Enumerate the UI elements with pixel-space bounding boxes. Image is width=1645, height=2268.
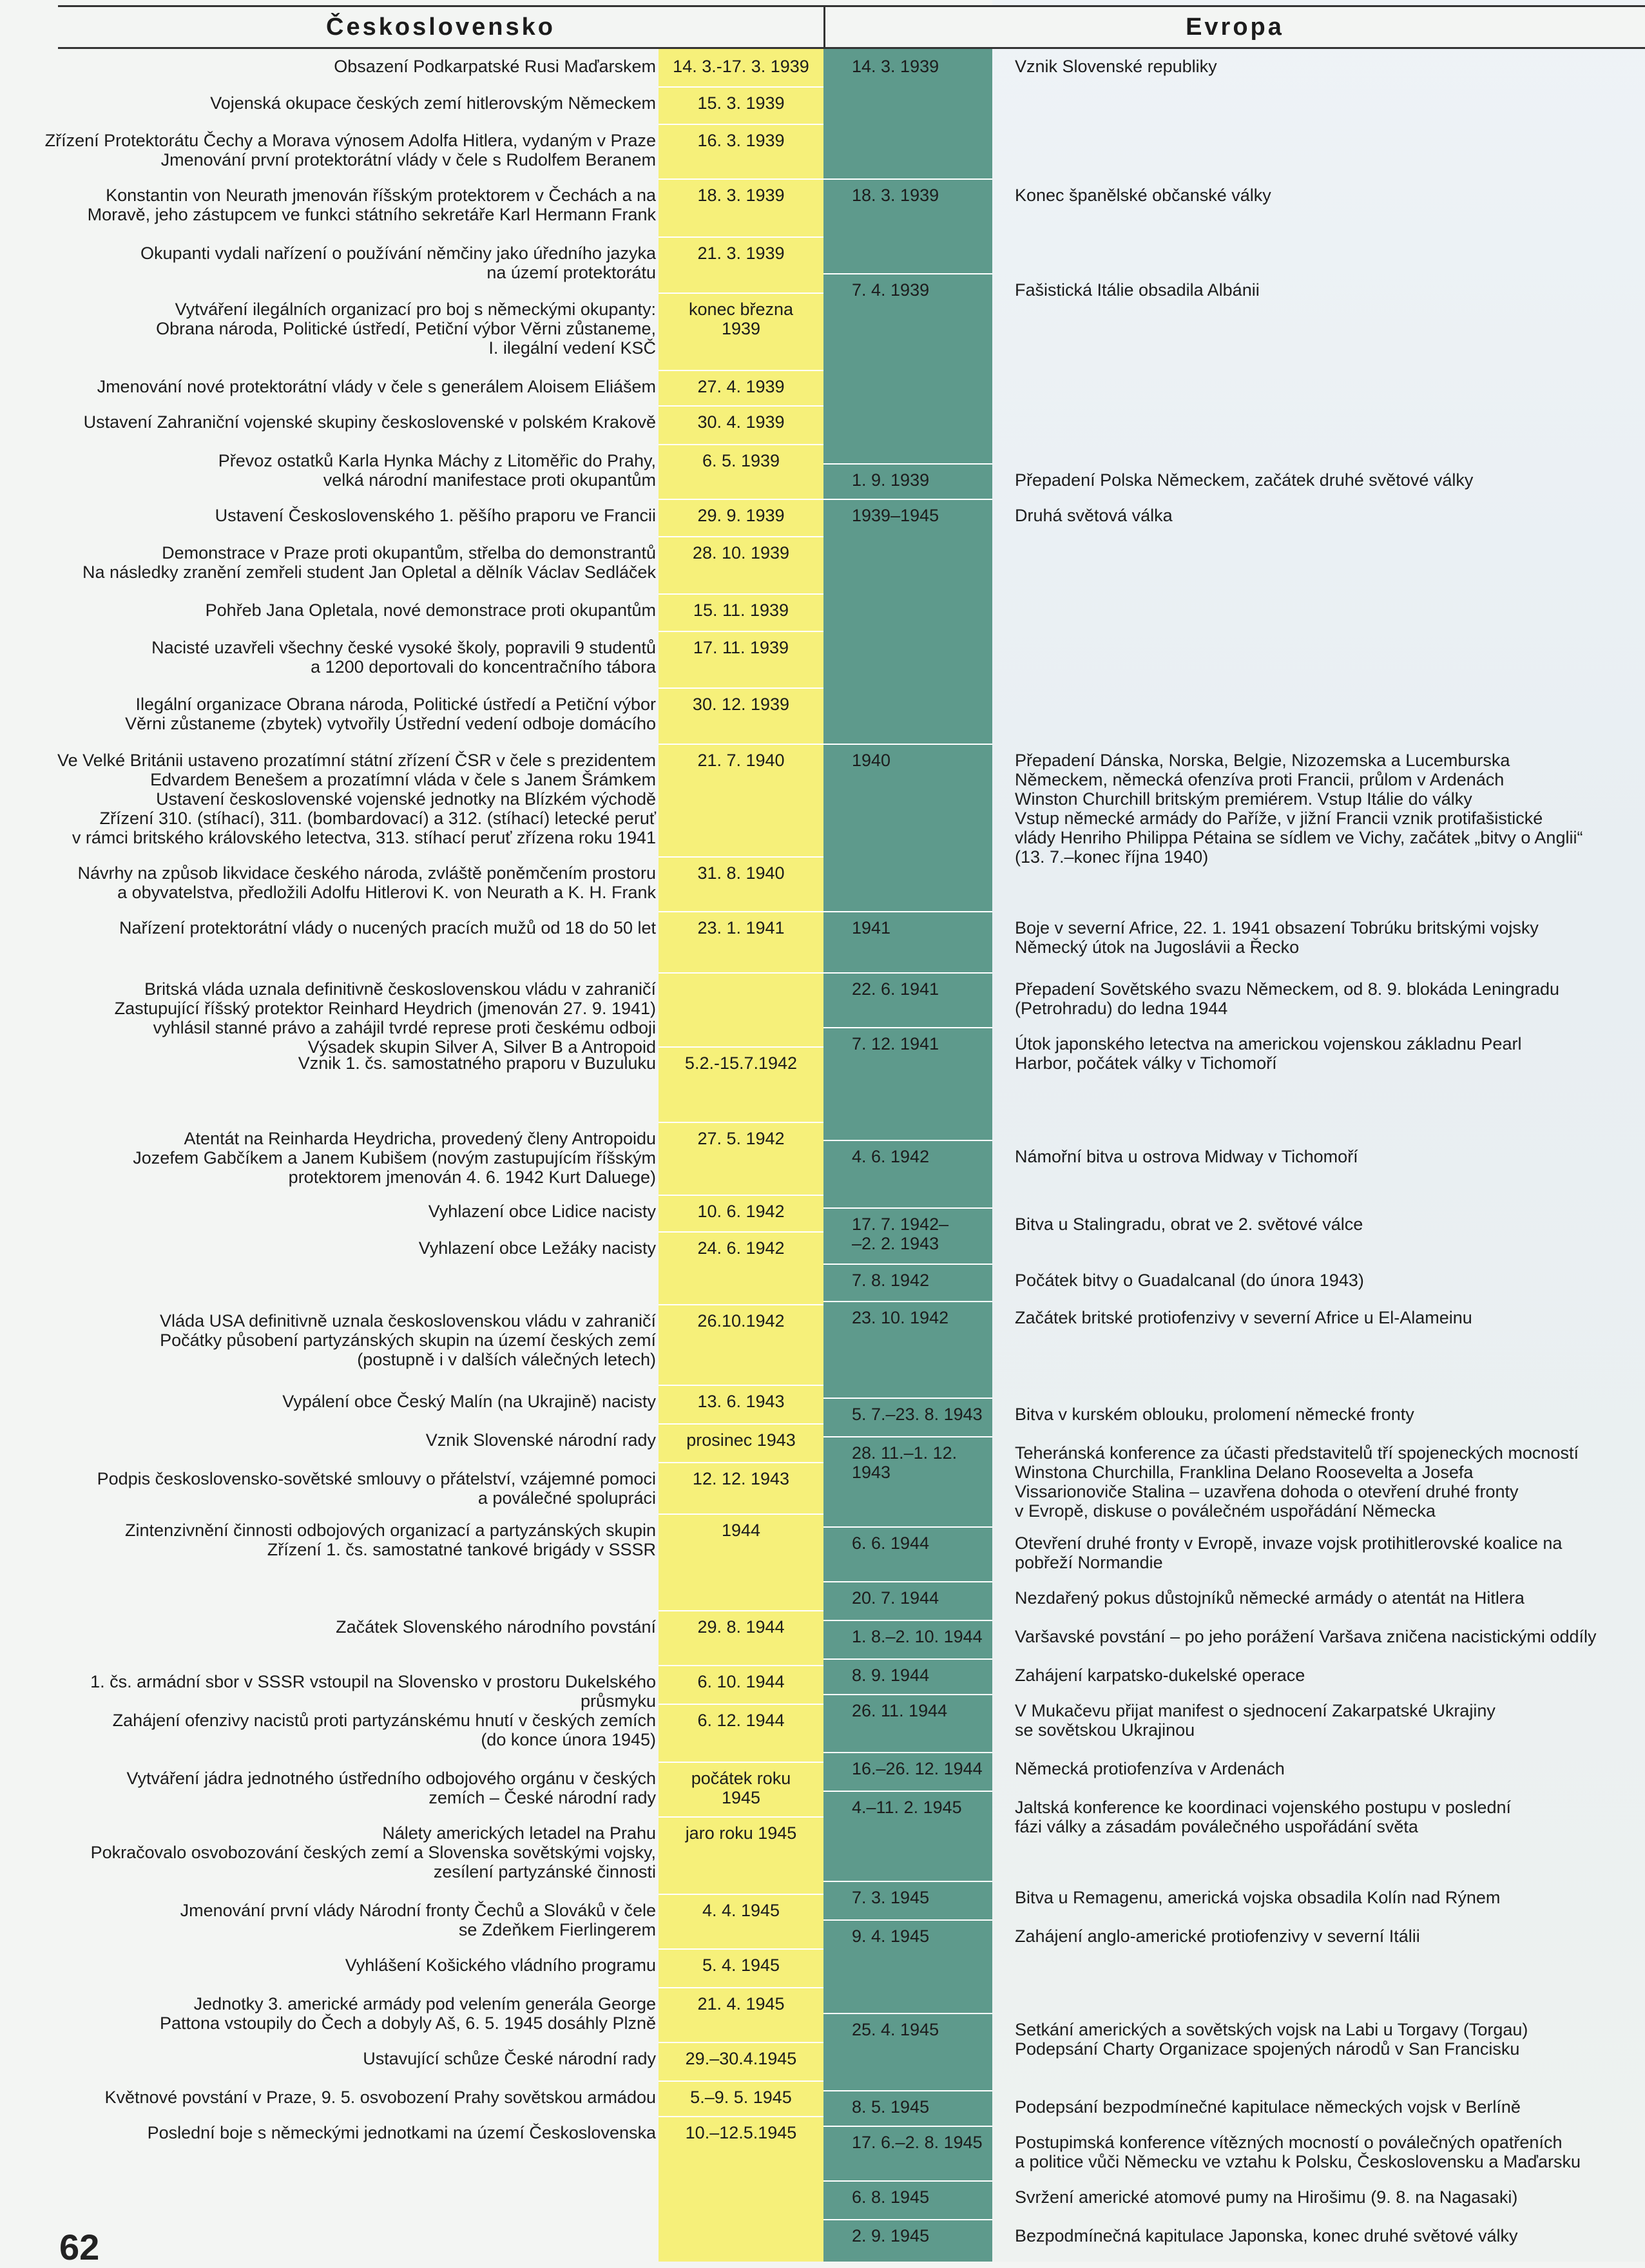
header-europe: Evropa: [1186, 14, 1284, 41]
cs-event-text: Atentát na Reinharda Heydricha, provedený členy Antropoidu Jozefem Gabčíkem a Janem Kubišem (novým zastupujícím říšským protektorem jmenován 4. 6. 1942 Kurt Daluege): [133, 1129, 656, 1187]
eu-event-text: Fašistická Itálie obsadila Albánii: [1015, 280, 1260, 300]
eu-event-date: 1. 8.–2. 10. 1944: [852, 1627, 983, 1646]
cs-event-text: 1. čs. armádní sbor v SSSR vstoupil na Slovensko v prostoru Dukelského průsmyku: [90, 1672, 656, 1711]
page-number: 62: [59, 2227, 100, 2267]
cs-event-text: Ilegální organizace Obrana národa, Politické ústředí a Petiční výbor Věrni zůstaneme (zbytek) vytvořily Ústřední vedení odboje domácího: [125, 695, 656, 733]
eu-event-date: 8. 9. 1944: [852, 1666, 930, 1685]
cs-event-text: Jmenování první vlády Národní fronty Čechů a Slováků v čele se Zdeňkem Fierlingerem: [180, 1901, 656, 1939]
cs-event-text: Vláda USA definitivně uznala československou vládu v zahraničí Počátky působení partyzánských skupin na území českých zemí (postupně i v dalších válečných letech): [160, 1311, 656, 1369]
cs-event-text: Vojenská okupace českých zemí hitlerovským Německem: [210, 93, 656, 113]
cs-event-text: Vznik Slovenské národní rady: [425, 1430, 656, 1450]
eu-event-date: 16.–26. 12. 1944: [852, 1759, 983, 1778]
eu-event-text: Námořní bitva u ostrova Midway v Tichomoří: [1015, 1147, 1358, 1166]
eu-event-date: 7. 8. 1942: [852, 1271, 930, 1290]
eu-event-text: Zahájení anglo-americké protiofenzivy v severní Itálii: [1015, 1927, 1420, 1946]
eu-event-text: Bitva v kurském oblouku, prolomení německé fronty: [1015, 1405, 1414, 1424]
eu-event-text: Otevření druhé fronty v Evropě, invaze vojsk protihitlerovské koalice na pobřeží Normandie: [1015, 1533, 1563, 1572]
cs-event-text: Zřízení Protektorátu Čechy a Morava výnosem Adolfa Hitlera, vydaným v Praze Jmenování první protektorátní vlády v čele s Rudolfem Beranem: [44, 131, 656, 169]
cs-event-text: Okupanti vydali nařízení o používání němčiny jako úředního jazyka na území protektorátu: [140, 244, 656, 282]
eu-event-text: V Mukačevu přijat manifest o sjednocení Zakarpatské Ukrajiny se sovětskou Ukrajinou: [1015, 1701, 1496, 1740]
cs-event-date: 5.2.-15.7.1942: [684, 1053, 798, 1073]
eu-event-date: 23. 10. 1942: [852, 1308, 949, 1327]
cs-event-date: 21. 3. 1939: [697, 244, 785, 263]
eu-event-date: 9. 4. 1945: [852, 1927, 930, 1946]
eu-event-text: Německá protiofenzíva v Ardenách: [1015, 1759, 1285, 1778]
cs-event-date: 5. 4. 1945: [702, 1956, 780, 1975]
cs-event-text: Jednotky 3. americké armády pod velením generála George Pattona vstoupily do Čech a dobyly Aš, 6. 5. 1945 dosáhly Plzně: [160, 1994, 656, 2033]
eu-event-date: 22. 6. 1941: [852, 979, 939, 999]
cs-event-date: 31. 8. 1940: [697, 863, 785, 883]
cs-event-text: Jmenování nové protektorátní vlády v čele s generálem Aloisem Eliášem: [97, 377, 656, 396]
cs-event-text: Ustavení Zahraniční vojenské skupiny československé v polském Krakově: [83, 412, 656, 432]
eu-event-date: 7. 4. 1939: [852, 280, 930, 300]
cs-event-date: 26.10.1942: [697, 1311, 785, 1331]
cs-event-date: 6. 12. 1944: [697, 1711, 785, 1730]
cs-event-text: Zahájení ofenzivy nacistů proti partyzánskému hnutí v českých zemích (do konce února 1945): [112, 1711, 656, 1749]
cs-event-date: 10. 6. 1942: [697, 1202, 785, 1221]
eu-event-text: Varšavské povstání – po jeho porážení Varšava zničena nacistickými oddíly: [1015, 1627, 1597, 1646]
cs-event-text: Květnové povstání v Praze, 9. 5. osvobození Prahy sovětskou armádou: [104, 2088, 656, 2107]
eu-event-text: Přepadení Sovětského svazu Německem, od 8. 9. blokáda Leningradu (Petrohradu) do ledna 1944: [1015, 979, 1560, 1018]
cs-event-text: Pohřeb Jana Opletala, nové demonstrace proti okupantům: [205, 601, 656, 620]
eu-event-date: 20. 7. 1944: [852, 1588, 939, 1608]
cs-event-date: 30. 4. 1939: [697, 412, 785, 432]
cs-event-date: 27. 4. 1939: [697, 377, 785, 396]
eu-event-text: Zahájení karpatsko-dukelské operace: [1015, 1666, 1305, 1685]
eu-event-date: 14. 3. 1939: [852, 57, 939, 76]
eu-event-date: 6. 8. 1945: [852, 2187, 930, 2207]
cs-event-text: Ustavení Československého 1. pěšího praporu ve Francii: [215, 506, 656, 525]
cs-event-text: Ve Velké Británii ustaveno prozatímní státní zřízení ČSR v čele s prezidentem Edvardem Benešem a prozatímní vláda v čele s Janem Šrámkem Ustavení československé vojenské jednotky na Blízkém východě Zřízení 310. (stíhací), 311. (bombardovací) a 312. (stíhací) letecké peruť v rámci britského královského letectva, 313. stíhací peruť zřízena roku 1941: [57, 751, 656, 847]
eu-event-date: 28. 11.–1. 12. 1943: [852, 1443, 957, 1482]
cs-event-date: 6. 5. 1939: [702, 451, 780, 470]
eu-event-date: 25. 4. 1945: [852, 2020, 939, 2039]
eu-event-date: 7. 3. 1945: [852, 1888, 930, 1907]
eu-event-text: Jaltská konference ke koordinaci vojenského postupu v poslední fázi války a zásadám poválečného uspořádání světa: [1015, 1798, 1511, 1836]
eu-event-text: Svržení americké atomové pumy na Hirošimu (9. 8. na Nagasaki): [1015, 2187, 1518, 2207]
cs-event-text: Britská vláda uznala definitivně československou vládu v zahraničí Zastupující říšský protektor Reinhard Heydrich (jmenován 27. 9. 1941) vyhlásil stanné právo a zahájil tvrdé represe proti českému odboji Výsadek skupin Silver A, Silver B a Antropoid: [114, 979, 656, 1057]
cs-event-text: Zintenzivnění činnosti odbojových organizací a partyzánských skupin Zřízení 1. čs. samostatné tankové brigády v SSSR: [125, 1521, 656, 1559]
cs-event-text: Vznik 1. čs. samostatného praporu v Buzuluku: [298, 1053, 656, 1073]
cs-event-date: 29. 8. 1944: [697, 1617, 785, 1637]
cs-event-date: 12. 12. 1943: [692, 1469, 790, 1488]
cs-event-text: Začátek Slovenského národního povstání: [336, 1617, 656, 1637]
eu-event-text: Nezdařený pokus důstojníků německé armády o atentát na Hitlera: [1015, 1588, 1525, 1608]
cs-event-text: Vyhlášení Košického vládního programu: [345, 1956, 656, 1975]
eu-event-text: Postupimská konference vítězných mocností o poválečných opatřeních a politice vůči Německu ve vztahu k Polsku, Československu a Maďarsku: [1015, 2133, 1581, 2171]
cs-event-date: 29.–30.4.1945: [685, 2049, 797, 2068]
eu-event-date: 18. 3. 1939: [852, 186, 939, 205]
eu-event-date: 1940: [852, 751, 891, 770]
cs-event-text: Demonstrace v Praze proti okupantům, střelba do demonstrantů Na následky zranění zemřeli student Jan Opletal a dělník Václav Sedláček: [82, 543, 656, 582]
eu-event-date: 1941: [852, 918, 891, 937]
eu-event-date: 2. 9. 1945: [852, 2226, 930, 2245]
cs-event-date: 15. 3. 1939: [697, 93, 785, 113]
eu-event-date: 1. 9. 1939: [852, 470, 930, 490]
eu-event-text: Přepadení Dánska, Norska, Belgie, Nizozemska a Lucemburska Německem, německá ofenzíva proti Francii, průlom v Ardenách Winston Churchill britským premiérem. Vstup Itálie do války Vstup německé armády do Paříže, v jižní Francii vznik protifašistické vlády Henriho Philippa Pétaina se sídlem ve Vichy, začátek „bitvy o Anglii“ (13. 7.–konec října 1940): [1015, 751, 1583, 867]
cs-event-date: konec března 1939: [688, 300, 794, 338]
cs-event-date: 30. 12. 1939: [692, 695, 790, 714]
cs-event-text: Podpis československo-sovětské smlouvy o přátelství, vzájemné pomoci a poválečné spolupráci: [97, 1469, 656, 1508]
cs-event-date: počátek roku 1945: [691, 1769, 791, 1807]
cs-event-text: Vyhlazení obce Lidice nacisty: [428, 1202, 656, 1221]
eu-event-text: Přepadení Polska Německem, začátek druhé světové války: [1015, 470, 1474, 490]
eu-event-date: 5. 7.–23. 8. 1943: [852, 1405, 983, 1424]
eu-event-text: Počátek bitvy o Guadalcanal (do února 1943): [1015, 1271, 1364, 1290]
eu-event-text: Boje v severní Africe, 22. 1. 1941 obsazení Tobrúku britskými vojsky Německý útok na Jugoslávii a Řecko: [1015, 918, 1539, 957]
cs-event-text: Převoz ostatků Karla Hynka Máchy z Litoměřic do Prahy, velká národní manifestace proti okupantům: [218, 451, 656, 490]
eu-event-text: Teheránská konference za účasti představitelů tří spojeneckých mocností Winstona Churchilla, Franklina Delano Roosevelta a Josefa Vissarionoviče Stalina – uzavřena dohoda o otevření druhé fronty v Evropě, diskuse o poválečném uspořádání Německa: [1015, 1443, 1579, 1521]
eu-event-text: Bitva u Remagenu, americká vojska obsadila Kolín nad Rýnem: [1015, 1888, 1501, 1907]
eu-event-date: 6. 6. 1944: [852, 1533, 930, 1553]
cs-event-date: 24. 6. 1942: [697, 1238, 785, 1258]
cs-event-text: Vytváření jádra jednotného ústředního odbojového orgánu v českých zemích – České národní rady: [126, 1769, 656, 1807]
cs-event-text: Konstantin von Neurath jmenován říšským protektorem v Čechách a na Moravě, jeho zástupcem ve funkci státního sekretáře Karl Hermann Frank: [87, 186, 656, 224]
eu-event-text: Útok japonského letectva na americkou vojenskou základnu Pearl Harbor, počátek války v Tichomoří: [1015, 1034, 1522, 1073]
cs-event-date: jaro roku 1945: [685, 1823, 797, 1843]
eu-event-date: 4.–11. 2. 1945: [852, 1798, 962, 1817]
cs-event-text: Ustavující schůze České národní rady: [363, 2049, 656, 2068]
eu-event-text: Druhá světová válka: [1015, 506, 1173, 525]
cs-event-date: 5.–9. 5. 1945: [690, 2088, 792, 2107]
cs-event-text: Vytváření ilegálních organizací pro boj s německými okupanty: Obrana národa, Politické ústředí, Petiční výbor Věrni zůstaneme, I. ilegální vedení KSČ: [156, 300, 656, 358]
cs-event-date: 17. 11. 1939: [693, 638, 789, 657]
eu-event-text: Bezpodmínečná kapitulace Japonska, konec druhé světové války: [1015, 2226, 1518, 2245]
cs-event-date: 15. 11. 1939: [693, 601, 789, 620]
cs-event-date: 18. 3. 1939: [697, 186, 785, 205]
cs-event-text: Nacisté uzavřeli všechny české vysoké školy, popravili 9 studentů a 1200 deportovali do koncentračního tábora: [151, 638, 656, 677]
eu-event-date: 8. 5. 1945: [852, 2097, 930, 2117]
cs-event-date: 23. 1. 1941: [697, 918, 785, 937]
cs-event-date: 14. 3.-17. 3. 1939: [673, 57, 809, 76]
eu-event-text: Setkání amerických a sovětských vojsk na Labi u Torgavy (Torgau) Podepsání Charty Organizace spojených národů v San Francisku: [1015, 2020, 1528, 2059]
cs-event-text: Návrhy na způsob likvidace českého národa, zvláště poněmčením prostoru a obyvatelstva, předložili Adolfu Hitlerovi K. von Neurath a K. H. Frank: [77, 863, 656, 902]
eu-event-text: Začátek britské protiofenzivy v severní Africe u El-Alameinu: [1015, 1308, 1472, 1327]
cs-event-date: 13. 6. 1943: [697, 1392, 785, 1411]
cs-event-date: 21. 7. 1940: [697, 751, 785, 770]
cs-event-text: Poslední boje s německými jednotkami na území Československa: [147, 2123, 656, 2142]
header-czechoslovakia: Československo: [326, 14, 555, 41]
cs-event-text: Vypálení obce Český Malín (na Ukrajině) nacisty: [282, 1392, 656, 1411]
eu-event-date: 17. 7. 1942– –2. 2. 1943: [852, 1215, 949, 1253]
eu-event-text: Konec španělské občanské války: [1015, 186, 1271, 205]
eu-event-date: 1939–1945: [852, 506, 939, 525]
cs-event-date: 29. 9. 1939: [697, 506, 785, 525]
cs-event-date: 21. 4. 1945: [697, 1994, 785, 2013]
cs-event-date: prosinec 1943: [686, 1430, 796, 1450]
eu-event-date: 17. 6.–2. 8. 1945: [852, 2133, 983, 2152]
cs-event-text: Nařízení protektorátní vlády o nucených pracích mužů od 18 do 50 let: [119, 918, 656, 937]
cs-event-text: Obsazení Podkarpatské Rusi Maďarskem: [334, 57, 656, 76]
cs-event-date: 4. 4. 1945: [702, 1901, 780, 1920]
cs-event-date: 27. 5. 1942: [697, 1129, 785, 1148]
eu-event-text: Bitva u Stalingradu, obrat ve 2. světové válce: [1015, 1215, 1363, 1234]
eu-event-date: 26. 11. 1944: [852, 1701, 948, 1720]
cs-event-date: 16. 3. 1939: [697, 131, 785, 150]
eu-event-text: Podepsání bezpodmínečné kapitulace německých vojsk v Berlíně: [1015, 2097, 1521, 2117]
cs-event-date: 28. 10. 1939: [692, 543, 790, 562]
eu-event-date: 4. 6. 1942: [852, 1147, 930, 1166]
cs-event-text: Nálety amerických letadel na Prahu Pokračovalo osvobozování českých zemí a Slovenska sovětskými vojsky, zesílení partyzánské činnosti: [90, 1823, 656, 1881]
cs-event-text: Vyhlazení obce Ležáky nacisty: [418, 1238, 656, 1258]
cs-event-date: 10.–12.5.1945: [685, 2123, 797, 2142]
eu-event-text: Vznik Slovenské republiky: [1015, 57, 1217, 76]
cs-event-date: 1944: [721, 1521, 761, 1540]
eu-event-date: 7. 12. 1941: [852, 1034, 939, 1053]
cs-event-date: 6. 10. 1944: [697, 1672, 785, 1691]
